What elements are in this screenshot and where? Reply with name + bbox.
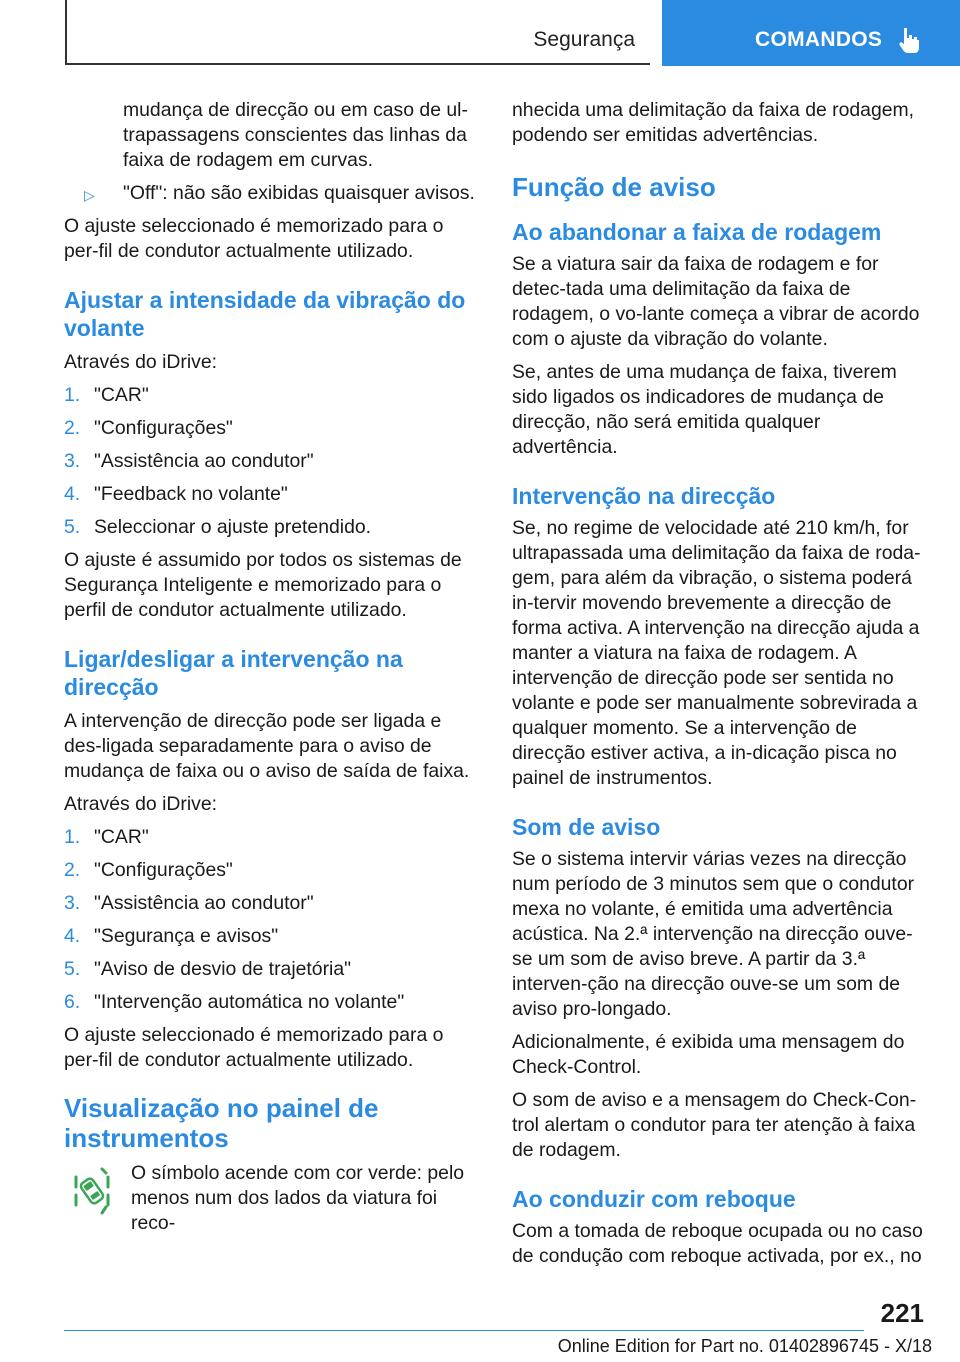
step-text: "Configurações" bbox=[94, 859, 233, 881]
symbol-description bbox=[64, 1161, 482, 1236]
list-item bbox=[64, 449, 482, 474]
list-item bbox=[64, 891, 482, 916]
paragraph-intervention: A intervenção de direcção pode ser ligada e des-ligada separadamente para o aviso de mudança de faixa ou o aviso de saída de faixa. bbox=[64, 710, 470, 782]
list-item bbox=[64, 957, 482, 982]
paragraph-leaving-1: Se a viatura sair da faixa de rodagem e for detec-tada uma delimitação da faixa de rodagem, o vo-lante começa a vibrar de acordo com o ajuste da vibração do volante. bbox=[512, 253, 920, 350]
header-left-rule bbox=[65, 0, 67, 64]
step-text: "Configurações" bbox=[94, 417, 233, 439]
paragraph-via-idrive: Através do iDrive: bbox=[64, 351, 218, 373]
step-number: 3. bbox=[64, 450, 81, 472]
step-number: 5. bbox=[64, 958, 81, 980]
paragraph-trailer: Com a tomada de reboque ocupada ou no caso de condução com reboque activada, por ex., no bbox=[512, 1220, 923, 1267]
list-item bbox=[64, 825, 482, 850]
heading-steering-intervention: Intervenção na direcção bbox=[512, 483, 776, 509]
step-text: "Aviso de desvio de trajetória" bbox=[94, 958, 352, 980]
heading-warning-sound: Som de aviso bbox=[512, 814, 661, 840]
chapter-tab-label: COMANDOS bbox=[755, 28, 883, 51]
paragraph-steering: Se, no regime de velocidade até 210 km/h, for ultrapassada uma delimitação da faixa de roda-gem, para além da vibração, o sistema poderá in-tervir movendo brevemente a direcção de forma activa. A intervenção na direcção ajuda a manter a viatura na faixa de rodagem. A intervenção de direcção pode ser sentida no volante e pode ser manualmente sobrevirada a qualquer momento. Se a intervenção de direcção estiver activa, a in-dicação pisca no painel de instrumentos. bbox=[512, 517, 921, 789]
hand-pointer-icon bbox=[898, 26, 920, 54]
step-number: 1. bbox=[64, 826, 81, 848]
list-item bbox=[64, 990, 482, 1015]
left-column bbox=[64, 98, 482, 1244]
step-text: Seleccionar o ajuste pretendido. bbox=[94, 516, 372, 538]
list-item bbox=[64, 515, 482, 540]
header-chapter-tab bbox=[662, 0, 960, 66]
paragraph-leaving-2: Se, antes de uma mudança de faixa, tiverem sido ligados os indicadores de mudança de direcção, não será emitida qualquer advertência. bbox=[512, 361, 897, 458]
header-bottom-rule bbox=[65, 63, 650, 65]
step-text: "Assistência ao condutor" bbox=[94, 892, 314, 914]
paragraph-symbol: O símbolo acende com cor verde: pelo menos num dos lados da viatura foi reco- bbox=[131, 1162, 465, 1234]
footer-rule bbox=[64, 1330, 864, 1331]
step-number: 1. bbox=[64, 384, 81, 406]
step-number: 6. bbox=[64, 991, 81, 1013]
footer-edition: Online Edition for Part no. 01402896745 - X/18 bbox=[557, 1336, 932, 1356]
list-item bbox=[64, 383, 482, 408]
bullet-text: "Off": não são exibidas quaisquer avisos. bbox=[123, 182, 475, 204]
steps-list-vibration bbox=[64, 383, 482, 540]
paragraph-via-idrive: Através do iDrive: bbox=[64, 793, 218, 815]
step-text: "Feedback no volante" bbox=[94, 483, 288, 505]
page-number: 221 bbox=[880, 1298, 924, 1328]
heading-trailer: Ao conduzir com reboque bbox=[512, 1186, 796, 1212]
list-item bbox=[64, 924, 482, 949]
triangle-bullet-icon: ▷ bbox=[84, 187, 95, 203]
steps-list-intervention bbox=[64, 825, 482, 1015]
step-text: "CAR" bbox=[94, 384, 149, 406]
header-section-title: Segurança bbox=[533, 28, 635, 51]
step-number: 3. bbox=[64, 892, 81, 914]
step-number: 4. bbox=[64, 925, 81, 947]
paragraph-assumed: O ajuste é assumido por todos os sistemas de Segurança Inteligente e memorizado para o perfil de condutor actualmente utilizado. bbox=[64, 549, 462, 621]
paragraph-sound-3: O som de aviso e a mensagem do Check-Con-trol alertam o condutor para ter atenção à faixa de rodagem. bbox=[512, 1089, 917, 1161]
step-text: "Intervenção automática no volante" bbox=[94, 991, 405, 1013]
paragraph-sound-1: Se o sistema intervir várias vezes na direcção num período de 3 minutos sem que o condutor mexa no volante, é emitida uma advertência acústica. Na 2.ª intervenção na direcção ouve-se um som de aviso breve. A partir da 3.ª interven-ção na direcção ouve-se um som de aviso pro-longado. bbox=[512, 848, 915, 1020]
bullet-item-off bbox=[64, 181, 482, 206]
heading-intervention-toggle: Ligar/desligar a intervenção na direcção bbox=[64, 646, 403, 700]
step-text: "Assistência ao condutor" bbox=[94, 450, 314, 472]
list-item bbox=[64, 482, 482, 507]
heading-instrument-display: Visualização no painel de instrumentos bbox=[64, 1093, 379, 1153]
heading-warning-function: Função de aviso bbox=[512, 172, 716, 202]
heading-leaving-lane: Ao abandonar a faixa de rodagem bbox=[512, 219, 882, 245]
paragraph-continuation: nhecida uma delimitação da faixa de rodagem, podendo ser emitidas advertências. bbox=[512, 99, 915, 146]
step-text: "CAR" bbox=[94, 826, 149, 848]
list-item bbox=[64, 416, 482, 441]
paragraph-saved-profile: O ajuste seleccionado é memorizado para o per-fil de condutor actualmente utilizado. bbox=[64, 1024, 444, 1071]
right-column bbox=[512, 98, 930, 1277]
heading-vibration-intensity: Ajustar a intensidade da vibração do volante bbox=[64, 287, 466, 341]
step-number: 5. bbox=[64, 516, 81, 538]
lane-departure-icon bbox=[72, 1167, 112, 1215]
paragraph-continuation: mudança de direcção ou em caso de ul-trapassagens conscientes das linhas da faixa de rodagem em curvas. bbox=[123, 99, 468, 171]
step-number: 4. bbox=[64, 483, 81, 505]
step-text: "Segurança e avisos" bbox=[94, 925, 279, 947]
step-number: 2. bbox=[64, 417, 81, 439]
paragraph-saved-profile: O ajuste seleccionado é memorizado para o per-fil de condutor actualmente utilizado. bbox=[64, 215, 444, 262]
paragraph-sound-2: Adicionalmente, é exibida uma mensagem do Check-Control. bbox=[512, 1031, 905, 1078]
step-number: 2. bbox=[64, 859, 81, 881]
list-item bbox=[64, 858, 482, 883]
